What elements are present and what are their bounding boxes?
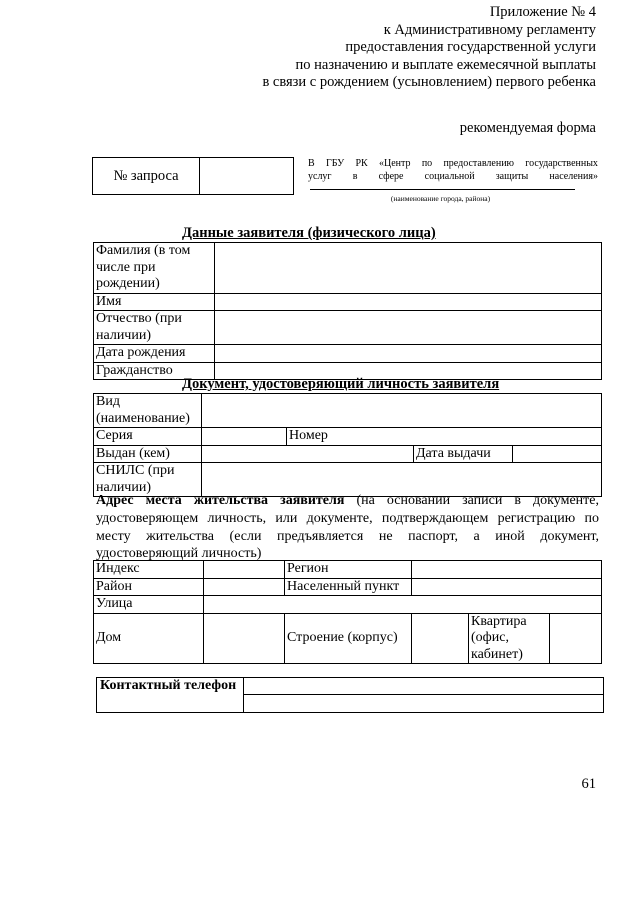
apartment-label: Квартира (офис, кабинет) <box>469 613 550 664</box>
recipient-word: предоставлению <box>443 158 515 169</box>
doc-type-field[interactable] <box>202 394 602 428</box>
header-line: Приложение № 4 <box>489 4 596 20</box>
appendix-header <box>262 4 596 92</box>
number-label: Номер <box>289 428 328 443</box>
recipient-word: социальной <box>424 171 475 182</box>
street-field[interactable] <box>204 596 602 614</box>
issued-by-field[interactable] <box>202 445 414 463</box>
identity-table <box>93 393 602 497</box>
header-line: к Административному регламенту <box>383 21 596 38</box>
patronymic-label: Отчество (при наличии) <box>94 311 215 345</box>
number-cell <box>287 428 602 446</box>
surname-label: Фамилия (в том числе при рождении) <box>94 243 215 294</box>
house-field[interactable] <box>204 613 285 664</box>
doc-type-label: Вид (наименование) <box>94 394 202 428</box>
request-number-field[interactable] <box>200 158 293 194</box>
building-field[interactable] <box>412 613 469 664</box>
surname-field[interactable] <box>215 243 602 294</box>
building-label: Строение (корпус) <box>285 613 412 664</box>
series-field[interactable] <box>202 428 287 446</box>
street-label: Улица <box>94 596 204 614</box>
recipient-word: защиты <box>495 171 529 182</box>
recipient-underline <box>310 189 575 190</box>
locality-label: Населенный пункт <box>285 578 412 596</box>
recipient-word: РК <box>355 158 368 169</box>
identity-section-title: Документ, удостоверяющий личность заявителя <box>182 376 500 392</box>
issue-date-field[interactable] <box>513 445 602 463</box>
snils-label: СНИЛС (при наличии) <box>94 463 202 497</box>
address-table <box>93 560 602 664</box>
recipient-block <box>308 157 598 205</box>
citizenship-label: Гражданство <box>94 362 215 380</box>
series-label: Серия <box>94 428 202 446</box>
recipient-word: В <box>308 158 315 169</box>
recipient-word: населения» <box>549 171 598 182</box>
index-label: Индекс <box>94 561 204 579</box>
recommended-form-label: рекомендуемая форма <box>459 120 596 136</box>
contact-phone-box <box>96 677 604 713</box>
request-number-box <box>92 157 294 195</box>
birth-date-label: Дата рождения <box>94 345 215 363</box>
header-line: в связи с рождением (усыновлением) первого ребенка <box>262 74 596 90</box>
district-label: Район <box>94 578 204 596</box>
contact-phone-label: Контактный телефон <box>97 678 244 712</box>
recipient-word: в <box>352 171 358 182</box>
name-label: Имя <box>94 293 215 311</box>
issue-date-label: Дата выдачи <box>414 445 513 463</box>
locality-field[interactable] <box>412 578 602 596</box>
address-title-bold: Адрес места жительства заявителя <box>96 493 345 508</box>
region-field[interactable] <box>412 561 602 579</box>
district-field[interactable] <box>204 578 285 596</box>
apartment-field[interactable] <box>550 613 602 664</box>
patronymic-field[interactable] <box>215 311 602 345</box>
header-line: по назначению и выплате ежемесячной выплаты <box>295 56 596 73</box>
request-number-label: № запроса <box>93 158 200 194</box>
applicant-section-title: Данные заявителя (физического лица) <box>182 225 436 241</box>
recipient-line-2 <box>308 170 598 183</box>
header-line: предоставления государственной услуги <box>345 39 596 55</box>
applicant-table <box>93 242 602 380</box>
phone-field-line <box>244 694 603 695</box>
recipient-hint: (наименование города, района) <box>390 194 491 203</box>
birth-date-field[interactable] <box>215 345 602 363</box>
name-field[interactable] <box>215 293 602 311</box>
page-number: 61 <box>581 776 596 792</box>
address-title-note: (на основании записи в документе, удостоверяющем личность, или документе, подтверждающем регистрацию по месту жительства (если предъявляется не паспорт, а иной документ, удостоверяющий личность) <box>96 493 599 562</box>
recipient-word: сфере <box>378 171 404 182</box>
index-field[interactable] <box>204 561 285 579</box>
recipient-word: по <box>421 158 433 169</box>
recipient-word: ГБУ <box>325 158 345 169</box>
contact-phone-field[interactable] <box>244 678 603 712</box>
address-section-title <box>96 492 599 563</box>
house-label: Дом <box>94 613 204 664</box>
recipient-line-1 <box>308 157 598 170</box>
recipient-word: «Центр <box>379 158 411 169</box>
recipient-word: услуг <box>308 171 332 182</box>
region-label: Регион <box>285 561 412 579</box>
recipient-word: государственных <box>525 158 598 169</box>
issued-by-label: Выдан (кем) <box>94 445 202 463</box>
